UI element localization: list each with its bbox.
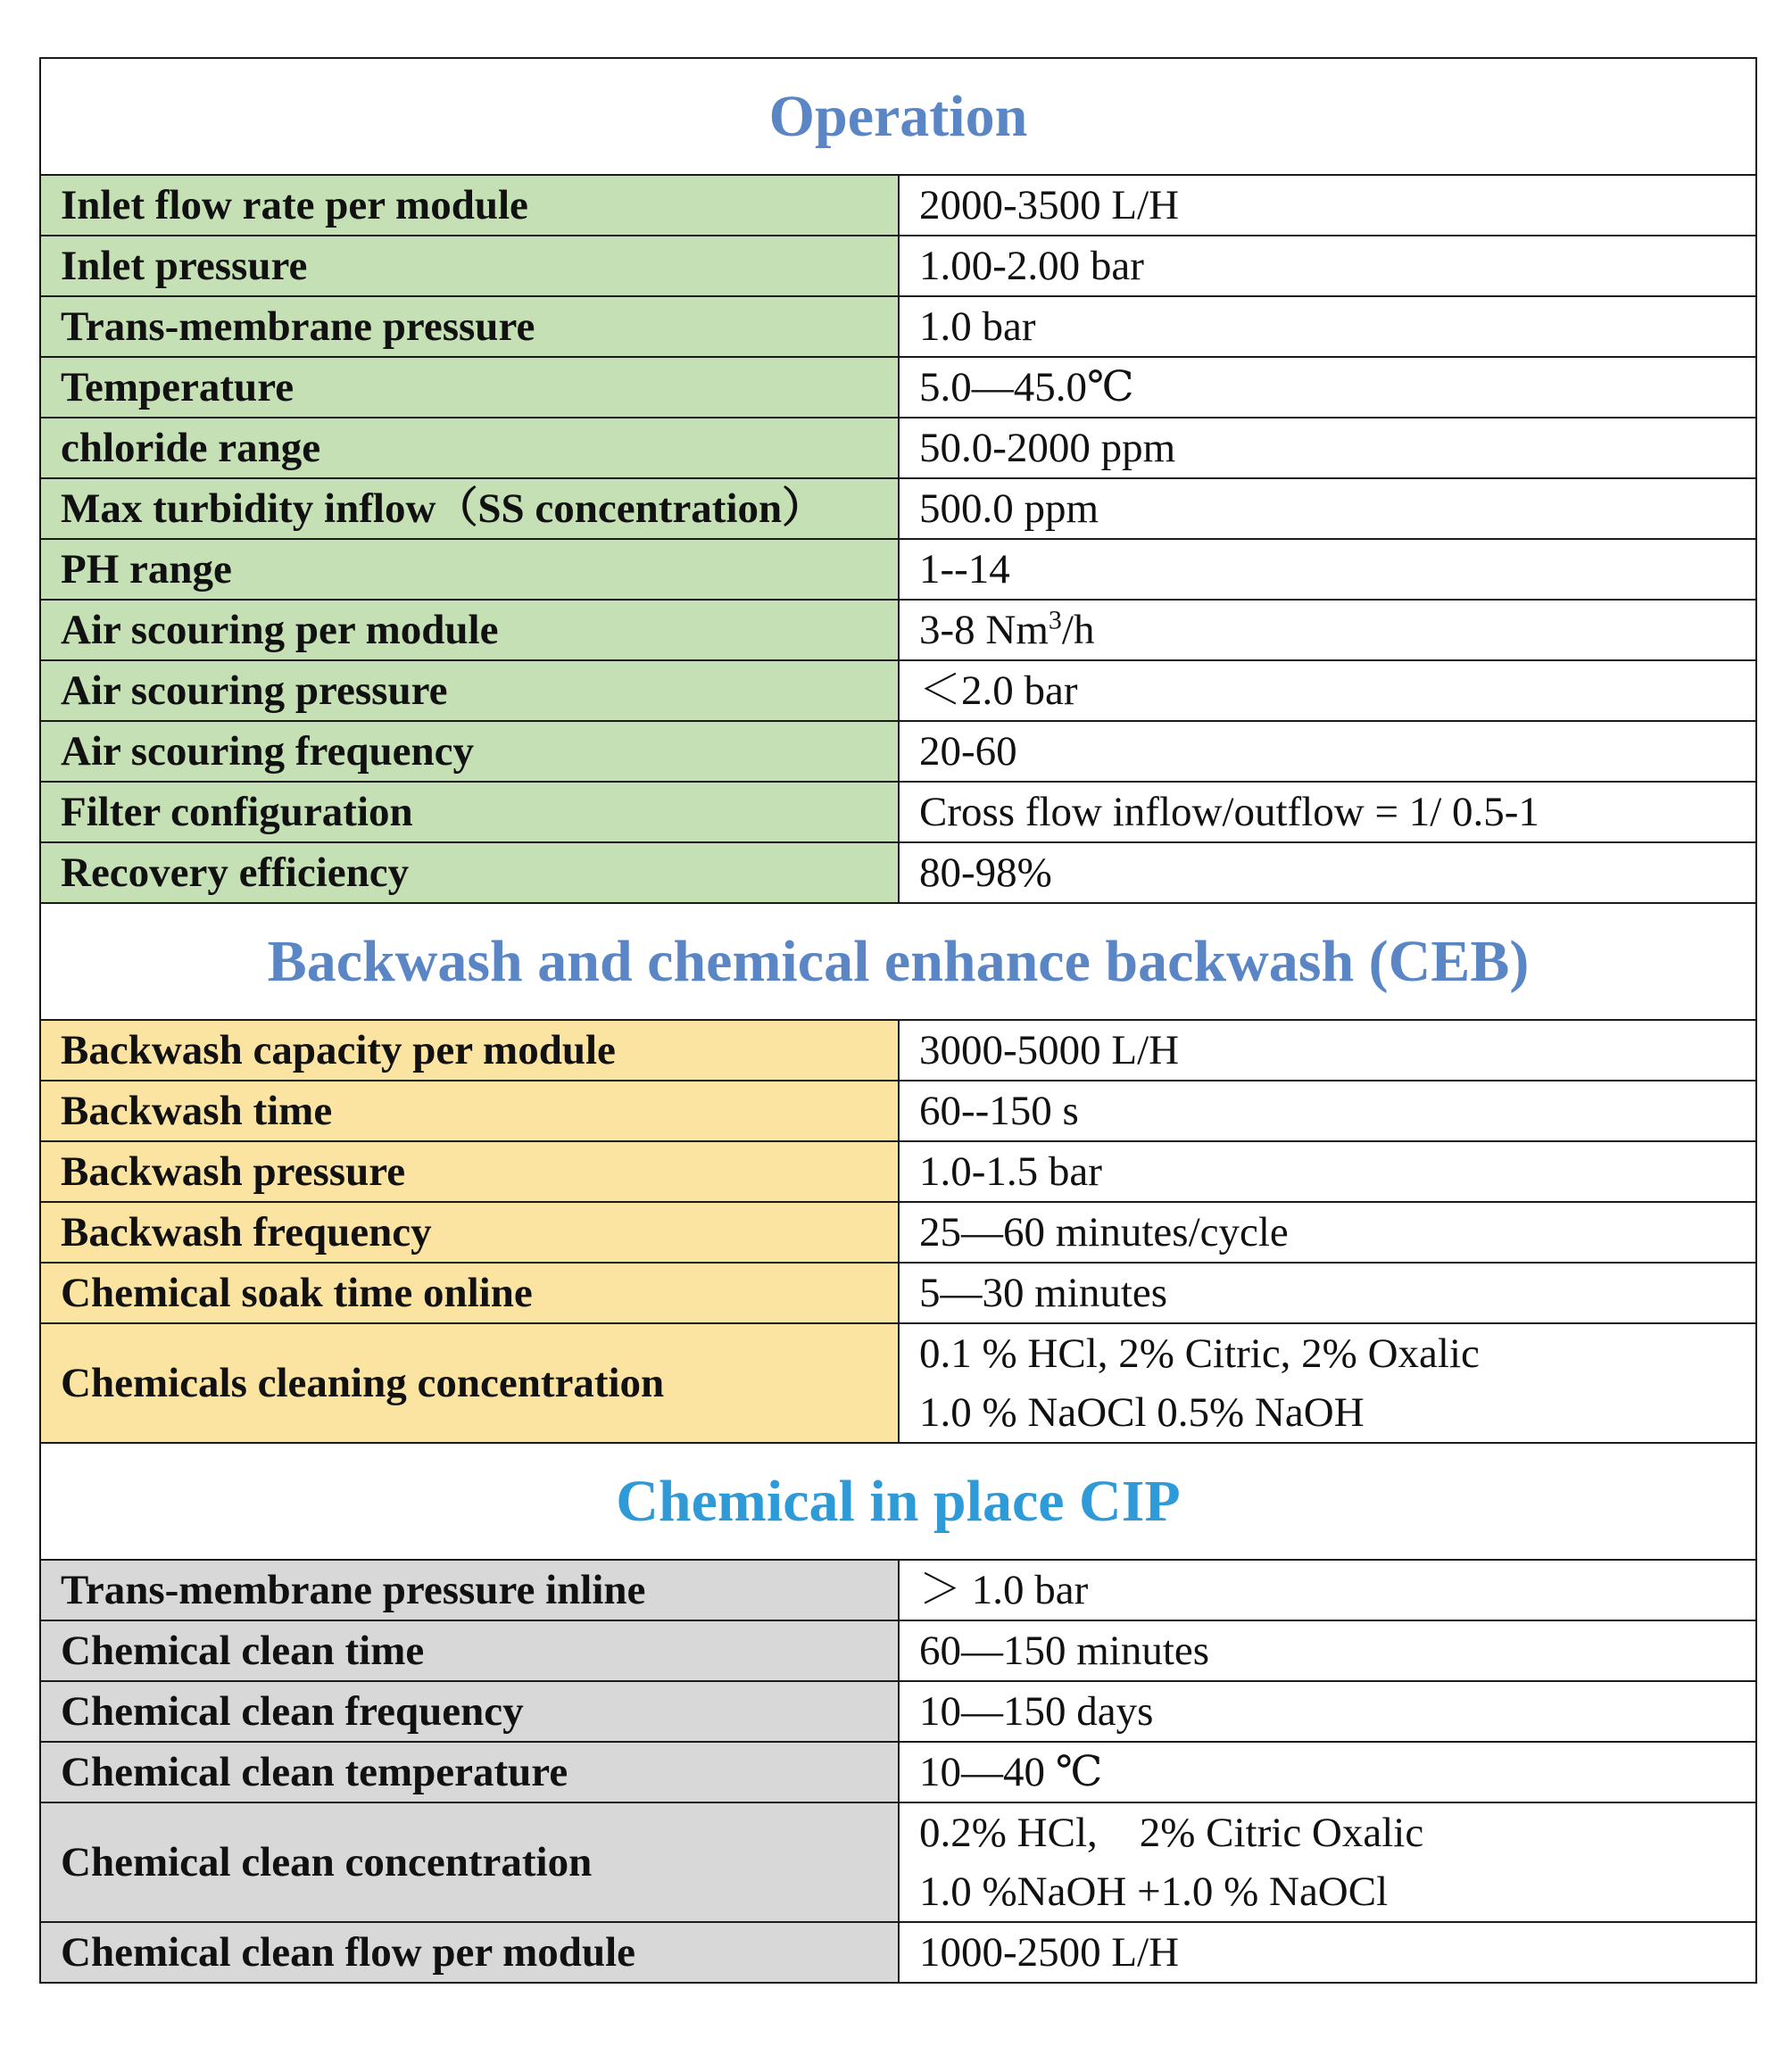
table-row (40, 1020, 1756, 1081)
table-row (40, 1141, 1756, 1202)
param-label: Inlet flow rate per module (40, 175, 899, 236)
param-label: Chemicals cleaning concentration (40, 1323, 899, 1443)
param-value: 20-60 (899, 721, 1756, 782)
param-value: 3000-5000 L/H (899, 1020, 1756, 1081)
value-text: /h (1061, 607, 1095, 653)
table-row (40, 1263, 1756, 1323)
table-row (40, 1081, 1756, 1141)
param-value: Cross flow inflow/outflow = 1/ 0.5-1 (899, 782, 1756, 842)
param-label: Trans-membrane pressure (40, 296, 899, 357)
section-header-backwash (40, 903, 1756, 1020)
param-label: Chemical clean flow per module (40, 1922, 899, 1983)
table-row (40, 1202, 1756, 1263)
section-header-operation (40, 58, 1756, 175)
value-line: 0.1 % HCl, 2% Citric, 2% Oxalic (919, 1330, 1480, 1377)
param-value: 1000-2500 L/H (899, 1922, 1756, 1983)
param-label: Trans-membrane pressure inline (40, 1560, 899, 1620)
param-label: Temperature (40, 357, 899, 418)
specification-table (39, 57, 1757, 1984)
param-label: Inlet pressure (40, 236, 899, 296)
section-title-operation: Operation (40, 58, 1756, 175)
param-label: Backwash capacity per module (40, 1020, 899, 1081)
value-text: 3-8 Nm (919, 607, 1049, 653)
table-row (40, 478, 1756, 539)
param-label: Air scouring per module (40, 600, 899, 660)
superscript: 3 (1048, 605, 1062, 635)
table-row (40, 660, 1756, 721)
table-row (40, 357, 1756, 418)
param-value (899, 1323, 1756, 1443)
param-value: 5—30 minutes (899, 1263, 1756, 1323)
param-label: Chemical clean concentration (40, 1802, 899, 1922)
param-value: 2000-3500 L/H (899, 175, 1756, 236)
param-value (899, 600, 1756, 660)
param-value: ＜2.0 bar (899, 660, 1756, 721)
param-value: 10—40 ℃ (899, 1742, 1756, 1802)
param-value: 1.0-1.5 bar (899, 1141, 1756, 1202)
param-label: Air scouring frequency (40, 721, 899, 782)
param-value: 1.0 bar (899, 296, 1756, 357)
param-value: 500.0 ppm (899, 478, 1756, 539)
param-value: 1--14 (899, 539, 1756, 600)
param-label: Max turbidity inflow（SS concentration） (40, 478, 899, 539)
table-row (40, 418, 1756, 478)
param-label: Chemical clean frequency (40, 1681, 899, 1742)
table-row (40, 1742, 1756, 1802)
table-row (40, 1323, 1756, 1443)
param-value: 5.0—45.0℃ (899, 357, 1756, 418)
param-value: 10—150 days (899, 1681, 1756, 1742)
param-label: Backwash time (40, 1081, 899, 1141)
param-label: Chemical clean time (40, 1620, 899, 1681)
param-label: chloride range (40, 418, 899, 478)
param-label: Backwash pressure (40, 1141, 899, 1202)
param-label: PH range (40, 539, 899, 600)
value-line: 1.0 %NaOH +1.0 % NaOCl (919, 1869, 1389, 1915)
param-label: Filter configuration (40, 782, 899, 842)
value-line: 1.0 % NaOCl 0.5% NaOH (919, 1389, 1365, 1436)
param-label: Recovery efficiency (40, 842, 899, 903)
param-value: 60—150 minutes (899, 1620, 1756, 1681)
param-value: 80-98% (899, 842, 1756, 903)
param-value: ＞ 1.0 bar (899, 1560, 1756, 1620)
table-row (40, 842, 1756, 903)
table-row (40, 539, 1756, 600)
section-title-backwash: Backwash and chemical enhance backwash (CEB) (40, 903, 1756, 1020)
param-value: 50.0-2000 ppm (899, 418, 1756, 478)
table-row (40, 1681, 1756, 1742)
param-value: 1.00-2.00 bar (899, 236, 1756, 296)
table-row (40, 600, 1756, 660)
table-row (40, 1922, 1756, 1983)
section-title-cip: Chemical in place CIP (40, 1443, 1756, 1560)
table-row (40, 296, 1756, 357)
param-value: 25—60 minutes/cycle (899, 1202, 1756, 1263)
table-row (40, 236, 1756, 296)
param-label: Backwash frequency (40, 1202, 899, 1263)
param-label: Air scouring pressure (40, 660, 899, 721)
param-label: Chemical clean temperature (40, 1742, 899, 1802)
param-value (899, 1802, 1756, 1922)
value-line: 0.2% HCl, 2% Citric Oxalic (919, 1810, 1424, 1856)
table-row (40, 175, 1756, 236)
table-row (40, 1560, 1756, 1620)
section-header-cip (40, 1443, 1756, 1560)
param-label: Chemical soak time online (40, 1263, 899, 1323)
param-value: 60--150 s (899, 1081, 1756, 1141)
table-row (40, 1802, 1756, 1922)
table-row (40, 782, 1756, 842)
table-row (40, 721, 1756, 782)
table-row (40, 1620, 1756, 1681)
